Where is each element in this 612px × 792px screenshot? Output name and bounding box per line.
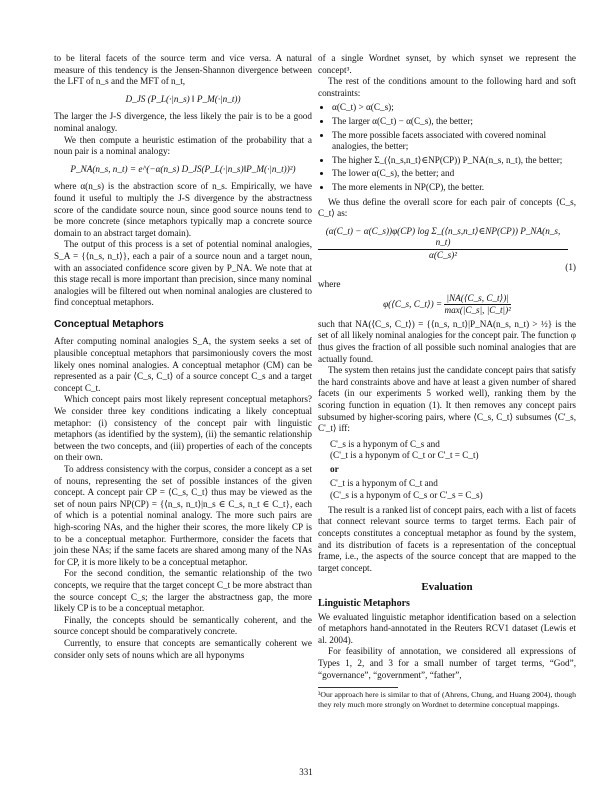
constraint-list [318,102,576,193]
equation-js-divergence: D_JS (P_L(·|n_s) ‖ P_M(·|n_t)) [125,93,241,104]
section-heading-evaluation: Evaluation [421,581,473,594]
footnote-rule [318,687,398,688]
score-numerator: (α(C_t) − α(C_s))φ(CP) log Σ_(⟨n_s,n_t⟩∈NP(CP)) P_NA(n_s, n_t) [318,226,568,250]
or-label: or [330,464,339,475]
condition: (C'_t is a hyponym of C_t or C'_t = C_t) [330,450,479,461]
phi-numerator: |NA(⟨C_s, C_t⟩)| [444,293,510,306]
paragraph: Finally, the concepts should be semantically coherent, and the source concept should be comparatively concrete. [54,614,312,637]
paragraph: where α(n_s) is the abstraction score of n_s. Empirically, we have found it useful to multiply the J-S divergence by the abstractness score of the candidate source noun, since good source nouns tend to be more concrete (since metaphors typically map a concrete source domain to an abstract target domain). [54,181,312,238]
condition: C'_t is a hyponym of C_t and [330,478,438,489]
where-label: where [318,279,341,290]
section-heading-conceptual-metaphors: Conceptual Metaphors [54,318,164,330]
list-item: • The more elements in NP(CP), the better. [332,182,576,194]
paragraph: We thus define the overall score for each pair of concepts ⟨C_s, C_t⟩ as: [318,196,576,219]
condition: (C'_s is a hyponym of C_s or C'_s = C_s) [330,489,483,500]
paragraph: of a single Wordnet synset, by which synset we represent the concept³. [318,53,576,75]
paragraph: After computing nominal analogies S_A, the system seeks a set of plausible conceptual metaphors that parsimoniously covers the most likely ones nominal analogies. A conceptual metaphor (CM) can be represented as a pair ⟨C_s, C_t⟩ of a source concept C_s and a target concept C_t. [54,336,312,393]
left-column [54,53,312,661]
equation-label: (1) [565,261,576,272]
paragraph: For feasibility of annotation, we considered all expressions of Types 1, 2, and 3 for a small number of target terms, “God”, “governance”, “government”, “father”, [318,646,576,680]
phi-denominator: max(|C_s|, |C_t|)² [444,305,511,316]
phi-lhs: φ(⟨C_s, C_t⟩) = [383,298,443,309]
paragraph: to be literal facets of the source term and vice versa. A natural measure of this tendency is the Jensen-Shannon divergence between the LFT of n_s and the MFT of n_t, [54,53,312,87]
score-denominator: α(C_s)² [429,249,457,260]
score-fraction [318,226,568,262]
paragraph: We evaluated linguistic metaphor identification based on a selection of metaphors hand-annotated in the Reuters RCV1 dataset (Lewis et al. 2004). [318,611,576,645]
paragraph: Which concept pairs most likely represent conceptual metaphors? We consider three key conditions indicating a likely conceptual metaphor: (i) consistency of the concept pair with linguistic metaphors (as identified by the system), (ii) the semantic relationship between the two concepts, and (iii) properties of each of the concepts on their own. [54,394,312,463]
list-item: • The lower α(C_s), the better; and [332,168,576,180]
equation-phi [318,293,576,317]
equation-pna: P_NA(n_s, n_t) = e^(−α(n_s) D_JS(P_L(·|n_s)‖P_M(·|n_t))²) [70,163,296,174]
paragraph: The output of this process is a set of potential nominal analogies, S_A = {⟨n_s, n_t⟩}, each a pair of a source noun and a target noun, with an associated confidence score given by P_NA. We note that at this stage recall is more important than precision, since many nominal analogies will be filtered out when nominal analogies are clustered to find conceptual metaphors. [54,239,312,308]
paragraph: The result is a ranked list of concept pairs, each with a list of facets that connect relevant source terms to target terms. Each pair of concepts constitutes a conceptual metaphor as found by the system, and its distribution of facets is a representation of the conceptual frame, i.e., the aspects of the source concept that are mapped to the target concept. [318,504,576,573]
list-item: • α(C_t) > α(C_s); [332,102,576,114]
paragraph: For the second condition, the semantic relationship of the two concepts, we require that the target concept C_t be more abstract than the source concept C_s; the larger the abstractness gap, the more likely CP is to be a conceptual metaphor. [54,568,312,614]
paragraph: To address consistency with the corpus, consider a concept as a set of nouns, representing the set of possible instances of the given concept. A concept pair CP = ⟨C_s, C_t⟩ thus may be viewed as the set of noun pairs NP(CP) = {⟨n_s, n_t⟩|n_s ∈ C_s, n_t ∈ C_t}, each of which is a potential nominal analogy. The more such pairs are high-scoring NAs, and the higher their scores, the more likely CP is to be a conceptual metaphor. Furthermore, consider the facets that join these NAs; if the same facets are shared among many of the NAs for CP, it is more likely to be a conceptual metaphor. [54,464,312,567]
subsumption-conditions [330,439,576,501]
list-item: • The higher Σ_(⟨n_s,n_t⟩∈NP(CP)) P_NA(n_s, n_t), the better; [332,155,576,167]
paragraph: Currently, to ensure that concepts are semantically coherent we consider only sets of nouns which are all hyponyms [54,637,312,660]
list-item: • The larger α(C_t) − α(C_s), the better; [332,116,576,128]
paragraph: such that NA(⟨C_s, C_t⟩) = {⟨n_s, n_t⟩|P_NA(n_s, n_t) > ½} is the set of all likely nominal analogies for the concept pair. The function φ thus gives the fraction of all possible such nominal analogies that are actually found. [318,318,576,364]
paragraph: The rest of the conditions amount to the following hard and soft constraints: [318,76,576,98]
paragraph: The system then retains just the candidate concept pairs that satisfy the hard constraints above and have at least a given number of shared facets (in our experiments 5 worked well), ranking them by the scoring function in equation (1). It then removes any concept pairs subsumed by higher-scoring pairs, where ⟨C_s, C_t⟩ subsumes ⟨C'_s, C'_t⟩ iff: [318,365,576,434]
footnote: ³Our approach here is similar to that of (Ahrens, Chung, and Huang 2004), though they rely much more strongly on Wordnet to determine conceptual mappings. [318,690,576,709]
list-item: • The more possible facets associated with covered nominal analogies, the better; [332,130,576,153]
subsection-heading-linguistic-metaphors: Linguistic Metaphors [318,597,410,609]
paragraph: The larger the J-S divergence, the less likely the pair is to be a good nominal analogy. [54,111,312,133]
condition: C'_s is a hyponym of C_s and [330,438,440,449]
equation-score [318,226,576,273]
right-column [318,53,576,709]
phi-fraction [444,293,510,317]
page-number: 331 [299,767,313,777]
paragraph: We then compute a heuristic estimation of the probability that a noun pair is a nominal analogy: [54,134,312,157]
